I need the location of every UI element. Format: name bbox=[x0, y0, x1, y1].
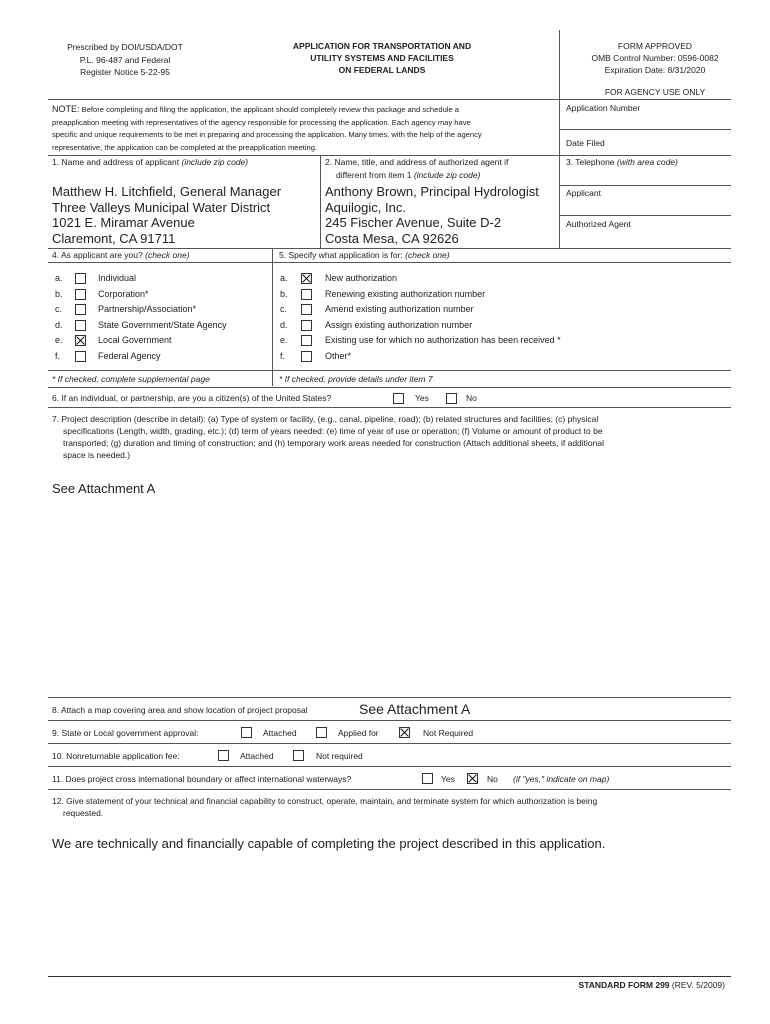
item8-answer[interactable]: See Attachment A bbox=[359, 701, 471, 717]
item4-partnership-checkbox[interactable] bbox=[75, 304, 86, 315]
item12-capability-statement[interactable]: We are technically and financially capable of completing the project described in this application. bbox=[52, 836, 606, 851]
item4-label: 4. As applicant are you? (check one) bbox=[52, 250, 190, 260]
item11-yes-checkbox[interactable] bbox=[422, 773, 433, 784]
item5-label: 5. Specify what application is for: (check one) bbox=[279, 250, 450, 260]
item9-applied-for-checkbox[interactable] bbox=[316, 727, 327, 738]
prescribed-by: Prescribed by DOI/USDA/DOT P.L. 96-487 and Federal Register Notice 5-22-95 bbox=[67, 42, 183, 77]
item9-attached-checkbox[interactable] bbox=[241, 727, 252, 738]
item10-not-required-checkbox[interactable] bbox=[293, 750, 304, 761]
item5-renewing-checkbox[interactable] bbox=[301, 289, 312, 300]
form-approval: FORM APPROVED OMB Control Number: 0596-0082 Expiration Date: 8/31/2020 bbox=[591, 41, 719, 75]
agent-phone-field[interactable] bbox=[560, 230, 731, 246]
item6-label: 6. If an individual, or partnership, are you a citizen(s) of the United States? bbox=[52, 393, 332, 403]
item8-label: 8. Attach a map covering area and show location of project proposal bbox=[52, 705, 308, 715]
item12-label: 12. Give statement of your technical and financial capability to construct, operate, maintain, and terminate system for which authorization is being requested. bbox=[52, 796, 598, 818]
item5-existing-use-checkbox[interactable] bbox=[301, 335, 312, 346]
form-title: APPLICATION FOR TRANSPORTATION AND UTILITY SYSTEMS AND FACILITIES ON FEDERAL LANDS bbox=[292, 41, 472, 75]
item10-attached-checkbox[interactable] bbox=[218, 750, 229, 761]
item4-corporation-checkbox[interactable] bbox=[75, 289, 86, 300]
item4-local-government-checkbox[interactable] bbox=[75, 335, 86, 346]
application-number-field[interactable] bbox=[560, 114, 731, 129]
agent-address[interactable]: Anthony Brown, Principal Hydrologist Aquilogic, Inc. 245 Fischer Avenue, Suite D-2 Costa Mesa, CA 92626 bbox=[325, 184, 539, 246]
application-number-label: Application Number bbox=[566, 103, 641, 113]
item2-label: 2. Name, title, and address of authorized agent if different from item 1 (include zip code) bbox=[325, 157, 509, 180]
item5-assign-checkbox[interactable] bbox=[301, 320, 312, 331]
applicant-address[interactable]: Matthew H. Litchfield, General Manager Three Valleys Municipal Water District 1021 E. Miramar Avenue Claremont, CA 91711 bbox=[52, 184, 282, 246]
applicant-phone-label: Applicant bbox=[566, 188, 601, 198]
item6-yes-checkbox[interactable] bbox=[393, 393, 404, 404]
item10-label: 10. Nonreturnable application fee: bbox=[52, 751, 180, 761]
item7-project-description[interactable]: See Attachment A bbox=[52, 481, 156, 496]
agency-use-heading: FOR AGENCY USE ONLY bbox=[604, 87, 706, 97]
item7-label: 7. Project description (describe in detail): (a) Type of system or facility, (e.g., canal, pipeline, road); (b) related structures and facilities; (c) physical specifications (Length, width, grading, etc.); (d) term of years needed: (e) time of year of use or operation; (f) Volume or amount of product to be transported; (g) duration and timing of construction; and (h) temporary work areas needed for construction (Attach additional sheets, if additional space is needed.) bbox=[52, 414, 604, 460]
item11-no-checkbox[interactable] bbox=[467, 773, 478, 784]
item4-individual-checkbox[interactable] bbox=[75, 273, 86, 284]
item5-other-checkbox[interactable] bbox=[301, 351, 312, 362]
item5-amend-checkbox[interactable] bbox=[301, 304, 312, 315]
item5-new-authorization-checkbox[interactable] bbox=[301, 273, 312, 284]
form-footer: STANDARD FORM 299 (REV. 5/2009) bbox=[578, 980, 725, 990]
item4-footnote: * If checked, complete supplemental page bbox=[52, 374, 210, 384]
item9-not-required-checkbox[interactable] bbox=[399, 727, 410, 738]
item5-footnote: * If checked, provide details under item 7 bbox=[279, 374, 433, 384]
note-block: NOTE: Before completing and filing the application, the applicant should completely review this package and schedule a preapplication meeting with representatives of the agency responsible for processing the application. Each agency may have specific and unique requirements to be met in preparing and processing the application. Many times, with the help of the agency representative, the application can be completed at the preapplication meeting. bbox=[52, 104, 482, 152]
item4-state-government-checkbox[interactable] bbox=[75, 320, 86, 331]
agent-phone-label: Authorized Agent bbox=[566, 219, 631, 229]
item4-federal-agency-checkbox[interactable] bbox=[75, 351, 86, 362]
date-filed-label: Date Filed bbox=[566, 138, 605, 148]
item3-label: 3. Telephone (with area code) bbox=[566, 157, 678, 167]
note-label: NOTE: bbox=[52, 104, 80, 114]
item9-label: 9. State or Local government approval: bbox=[52, 728, 199, 738]
applicant-phone-field[interactable] bbox=[560, 199, 731, 213]
item1-label: 1. Name and address of applicant (include zip code) bbox=[52, 157, 249, 167]
item11-hint: (if "yes," indicate on map) bbox=[513, 774, 610, 784]
date-filed-field[interactable] bbox=[560, 136, 731, 154]
item11-label: 11. Does project cross international boundary or affect international waterways? bbox=[52, 774, 352, 784]
item6-no-checkbox[interactable] bbox=[446, 393, 457, 404]
